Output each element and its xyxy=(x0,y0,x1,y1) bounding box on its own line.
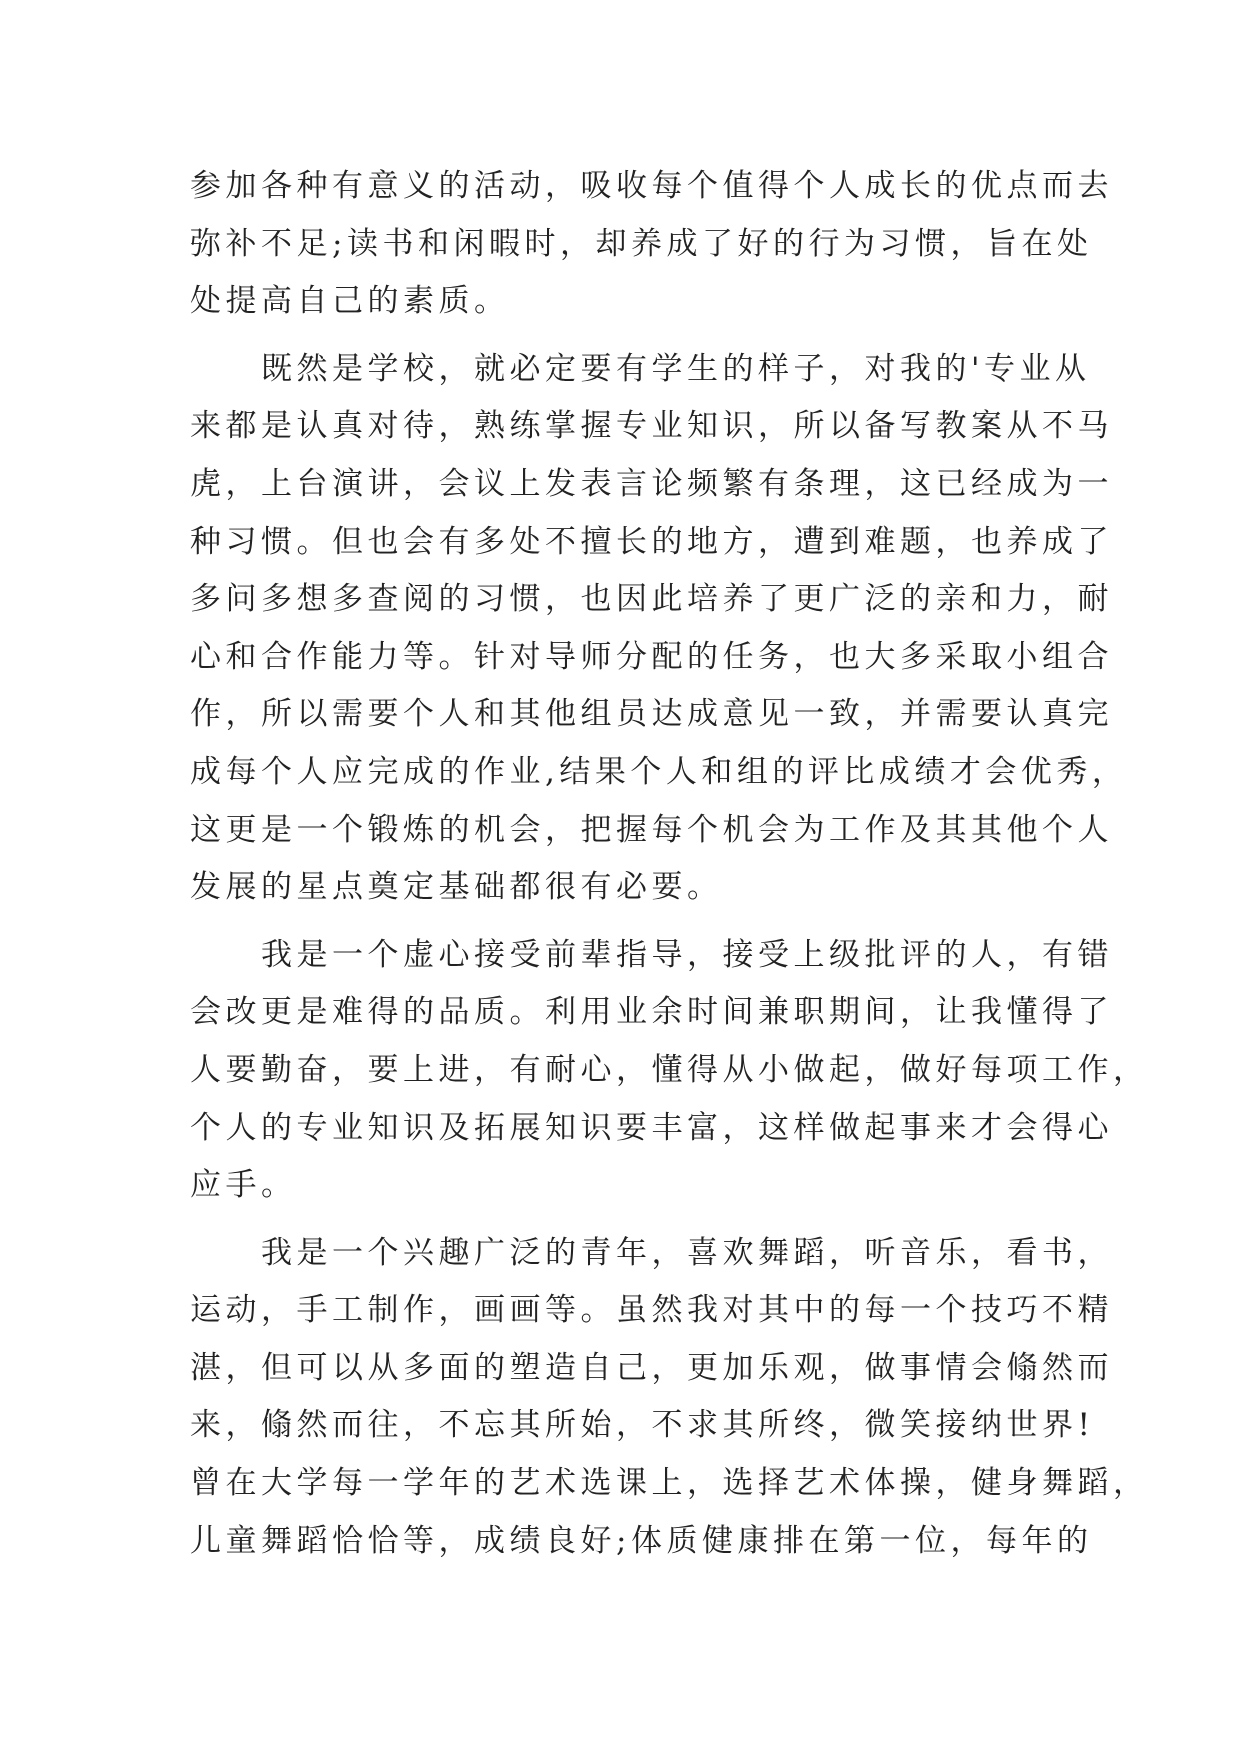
text-line: 作，所以需要个人和其他组员达成意见一致，并需要认真完 xyxy=(190,696,1113,733)
text-line: 应手。 xyxy=(190,1167,297,1204)
text-line: 虎，上台演讲，会议上发表言论频繁有条理，这已经成为一 xyxy=(190,465,1113,502)
text-line: 我是一个虚心接受前辈指导，接受上级批评的人，有错 xyxy=(190,936,1113,973)
text-line: 人要勤奋，要上进，有耐心，懂得从小做起，做好每项工作， xyxy=(190,1051,1149,1088)
text-line: 发展的星点奠定基础都很有必要。 xyxy=(190,869,723,906)
text-line: 运动，手工制作，画画等。虽然我对其中的每一个技巧不精 xyxy=(190,1292,1113,1329)
text-line: 弥补不足;读书和闲暇时，却养成了好的行为习惯，旨在处 xyxy=(190,225,1093,262)
text-line: 个人的专业知识及拓展知识要丰富，这样做起事来才会得心 xyxy=(190,1109,1113,1146)
text-line: 这更是一个锻炼的机会，把握每个机会为工作及其其他个人 xyxy=(190,811,1113,848)
text-line: 参加各种有意义的活动，吸收每个值得个人成长的优点而去 xyxy=(190,168,1113,204)
text-line: 会改更是难得的品质。利用业余时间兼职期间，让我懂得了 xyxy=(190,994,1113,1031)
text-line: 处提高自己的素质。 xyxy=(190,283,510,320)
text-line: 儿童舞蹈恰恰等，成绩良好;体质健康排在第一位，每年的 xyxy=(190,1522,1093,1559)
text-line: 来都是认真对待，熟练掌握专业知识，所以备写教案从不马 xyxy=(190,408,1113,445)
text-line: 既然是学校，就必定要有学生的样子，对我的'专业从 xyxy=(190,350,1091,387)
text-line: 湛，但可以从多面的塑造自己，更加乐观，做事情会翛然而 xyxy=(190,1349,1113,1386)
text-line: 多问多想多查阅的习惯，也因此培养了更广泛的亲和力，耐 xyxy=(190,581,1113,618)
paragraph-4 xyxy=(190,1225,1149,1571)
text-line: 来，翛然而往，不忘其所始，不求其所终，微笑接纳世界! xyxy=(190,1407,1095,1444)
paragraph-1 xyxy=(190,158,1113,331)
paragraph-3 xyxy=(190,927,1149,1215)
document-body xyxy=(190,158,1149,1580)
paragraph-2 xyxy=(190,341,1128,917)
text-line: 我是一个兴趣广泛的青年，喜欢舞蹈，听音乐，看书， xyxy=(190,1234,1113,1271)
text-line: 心和合作能力等。针对导师分配的任务，也大多采取小组合 xyxy=(190,638,1113,675)
text-line: 成每个人应完成的作业,结果个人和组的评比成绩才会优秀， xyxy=(190,753,1128,790)
text-line: 种习惯。但也会有多处不擅长的地方，遭到难题，也养成了 xyxy=(190,523,1113,560)
text-line: 曾在大学每一学年的艺术选课上，选择艺术体操，健身舞蹈， xyxy=(190,1465,1149,1502)
